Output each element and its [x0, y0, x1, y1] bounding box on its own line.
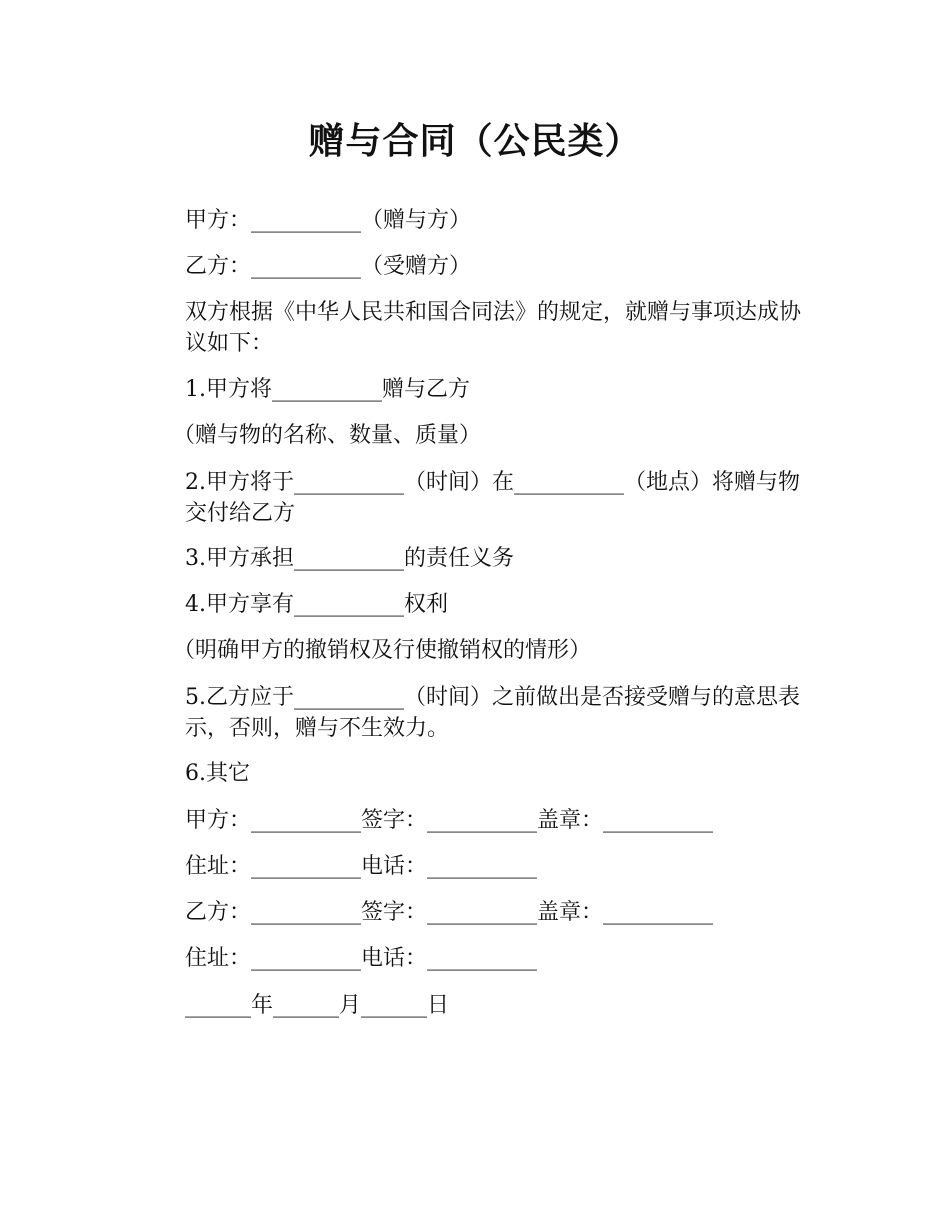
- clause-1-note: （赠与物的名称、数量、质量）: [173, 423, 482, 448]
- party-b-line: 乙方：__________（受赠方）: [185, 254, 472, 279]
- clause-3: 3.甲方承担__________的责任义务: [185, 546, 514, 571]
- clause-5: 5.乙方应于__________（时间）之前做出是否接受赠与的意思表示，否则，赠与不生效力。: [185, 685, 800, 741]
- date-line: ______年______月______日: [185, 993, 450, 1018]
- party-a-signature-line: 甲方：__________签字：__________盖章：__________: [185, 808, 714, 833]
- party-b-contact-line: 住址：__________电话：__________: [185, 946, 538, 971]
- clause-4-note: （明确甲方的撤销权及行使撤销权的情形）: [173, 638, 592, 663]
- party-b-signature-line: 乙方：__________签字：__________盖章：__________: [185, 900, 714, 925]
- preamble-paragraph: 双方根据《中华人民共和国合同法》的规定，就赠与事项达成协议如下：: [185, 300, 802, 356]
- party-a-line: 甲方：__________（赠与方）: [185, 208, 472, 233]
- document-title: 赠与合同（公民类）: [308, 121, 642, 162]
- party-a-contact-line: 住址：__________电话：__________: [185, 854, 538, 879]
- clause-1: 1.甲方将__________赠与乙方: [185, 377, 470, 402]
- clause-6: 6.其它: [185, 761, 250, 786]
- clause-4: 4.甲方享有__________权利: [185, 592, 448, 617]
- clause-2: 2.甲方将于__________（时间）在__________（地点）将赠与物交付给乙方: [185, 470, 800, 526]
